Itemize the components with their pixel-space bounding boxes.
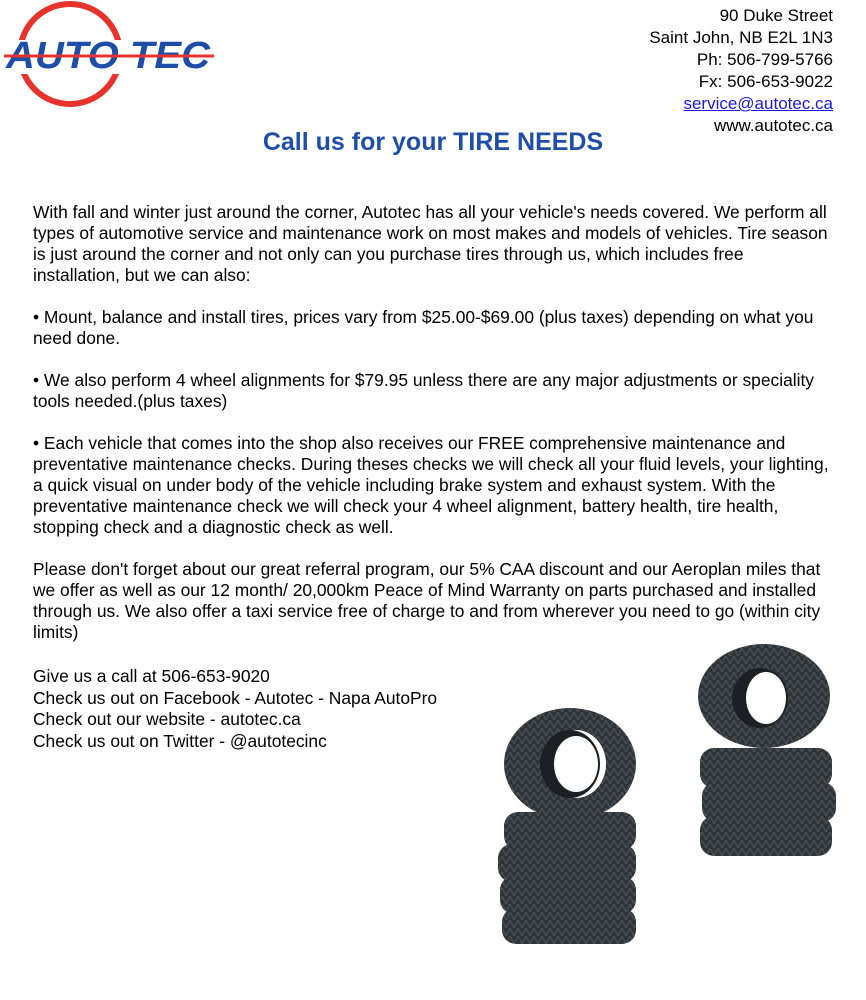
bullet-maintenance: • Each vehicle that comes into the shop also receives our FREE comprehensive maintenance and preventative maintenance checks. During theses checks we will check all your fluid levels, your lighting, a quick visual on under body of the vehicle including brake system and exhaust system. With the preventative maintenance check we will check your 4 wheel alignment, battery health, tire health, stopping check and a diagnostic check as well. bbox=[33, 433, 829, 537]
bullet-alignment: • We also perform 4 wheel alignments for $79.95 unless there are any major adjustments or speciality tools needed.(plus taxes) bbox=[33, 370, 814, 411]
website: www.autotec.ca bbox=[713, 116, 833, 135]
autotec-logo bbox=[0, 0, 215, 108]
contact-facebook: Check us out on Facebook - Autotec - Napa AutoPro bbox=[33, 687, 438, 708]
street: 90 Duke Street bbox=[719, 6, 833, 25]
right-tire-stack bbox=[698, 644, 836, 856]
contact-website: Check out our website - autotec.ca bbox=[33, 709, 301, 729]
referral-paragraph: Please don't forget about our great referral program, our 5% CAA discount and our Aeroplan miles that we offer as well as our 12 month/ 20,000km Peace of Mind Warranty on parts purchased and installed through us. We also offer a taxi service free of charge to and from wherever you need to go (within city limits) bbox=[33, 559, 821, 642]
tire-stacks-image bbox=[490, 640, 850, 960]
phone: Ph: 506-799-5766 bbox=[696, 50, 833, 69]
address-block bbox=[649, 5, 833, 137]
contact-block bbox=[33, 666, 437, 752]
page-title: Call us for your TIRE NEEDS bbox=[262, 128, 604, 156]
logo-text: AUTO TEC bbox=[4, 35, 211, 77]
contact-call: Give us a call at 506-653-9020 bbox=[33, 666, 270, 686]
email-link[interactable]: service@autotec.ca bbox=[683, 94, 833, 113]
fax: Fx: 506-653-9022 bbox=[698, 72, 833, 91]
city: Saint John, NB E2L 1N3 bbox=[649, 28, 833, 47]
intro-paragraph: With fall and winter just around the corner, Autotec has all your vehicle's needs covered. We perform all types of automotive service and maintenance work on most makes and models of vehicles. Tire season is just around the corner and not only can you purchase tires through us, which includes free installation, but we can also: bbox=[33, 202, 828, 285]
body-text bbox=[33, 202, 833, 664]
contact-twitter: Check us out on Twitter - @autotecinc bbox=[33, 730, 327, 751]
bullet-mount: • Mount, balance and install tires, prices vary from $25.00-$69.00 (plus taxes) depending on what you need done. bbox=[33, 307, 814, 348]
left-tire-stack bbox=[498, 708, 636, 944]
